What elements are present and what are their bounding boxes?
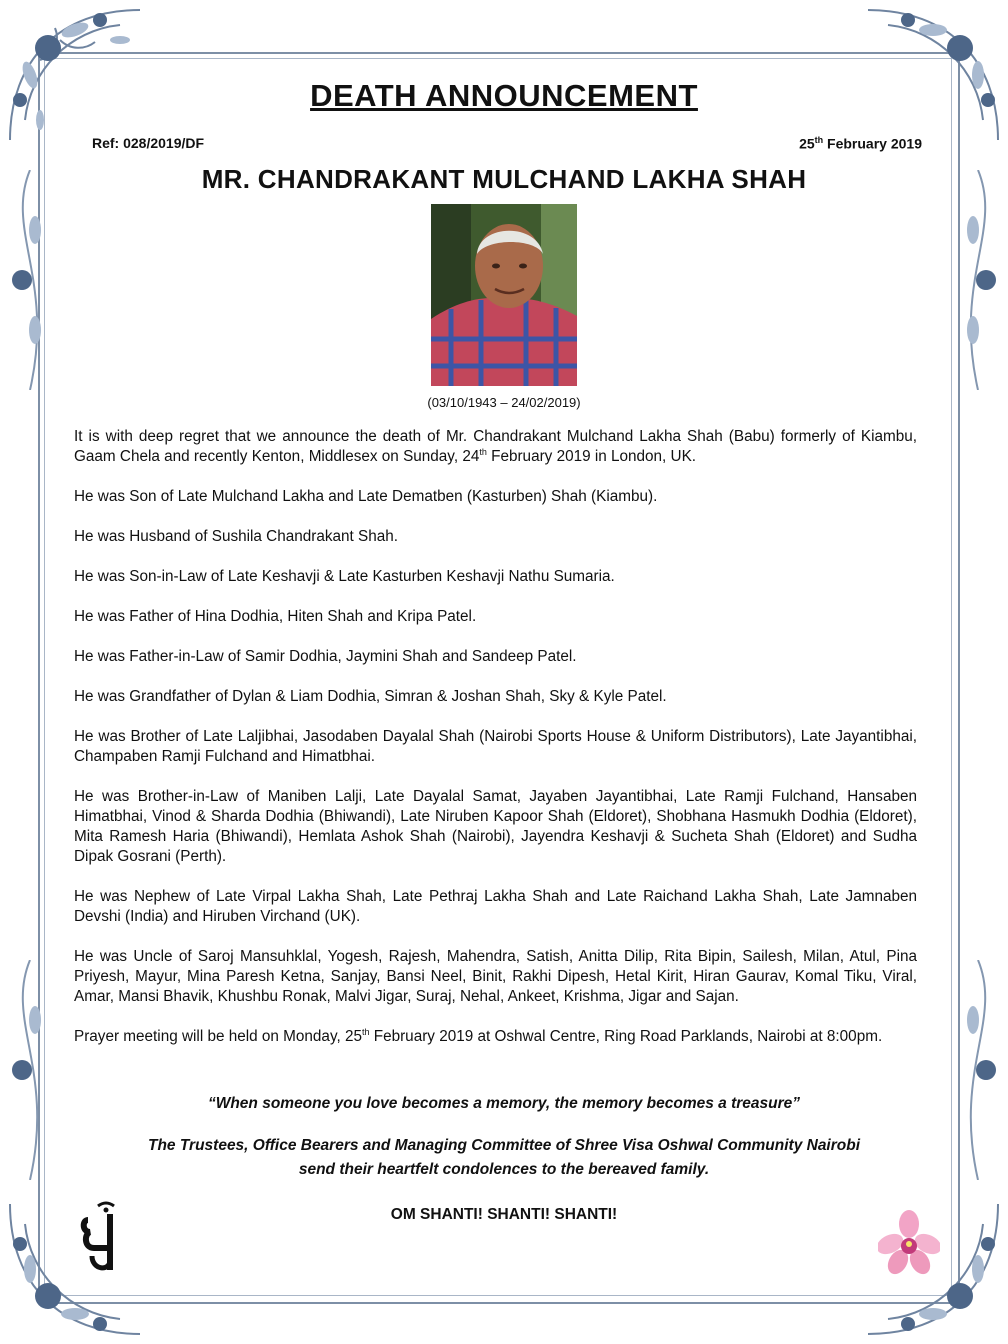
floral-corner-icon bbox=[858, 0, 1008, 150]
relation-paragraph: He was Husband of Sushila Chandrakant Shah. bbox=[74, 528, 398, 545]
reference-number: Ref: 028/2019/DF bbox=[92, 135, 205, 151]
relation-paragraph: He was Brother of Late Laljibhai, Jasodaben Dayalal Shah (Nairobi Sports House & Uniform Distributors), Late Jayantibhai, Champaben Ramji Fulchand and Himatbhai. bbox=[74, 728, 917, 765]
relation-paragraph: He was Father-in-Law of Samir Dodhia, Jaymini Shah and Sandeep Patel. bbox=[74, 648, 577, 665]
relation-paragraph: He was Grandfather of Dylan & Liam Dodhia, Simran & Joshan Shah, Sky & Kyle Patel. bbox=[74, 688, 667, 705]
deceased-name: MR. CHANDRAKANT MULCHAND LAKHA SHAH bbox=[201, 164, 807, 194]
floral-corner-icon bbox=[0, 0, 150, 150]
floral-side-icon bbox=[948, 170, 1008, 390]
memorial-quote: “When someone you love becomes a memory, the memory becomes a treasure” bbox=[207, 1095, 801, 1112]
relation-paragraph: He was Nephew of Late Virpal Lakha Shah, Late Pethraj Lakha Shah and Late Raichand Lakha Shah, Late Jamnaben Devshi (India) and Hiruben Virchand (UK). bbox=[74, 888, 917, 925]
condolence-message bbox=[0, 1134, 1008, 1182]
relation-paragraph: He was Uncle of Saroj Mansuhklal, Yogesh, Rajesh, Mahendra, Satish, Anitta Dilip, Rita Bipin, Sailesh, Milan, Atul, Pina Priyesh, Mayur, Mina Paresh Ketna, Sanjay, Bansi Neel, Binit, Rakhi Dipesh, Hetal Kirit, Hiran Gaurav, Komal Tiku, Viral, Amar, Mansi Bhavik, Khushbu Ronak, Malvi Jigar, Suraj, Nehal, Ankeet, Krishma, Jigar and Sajan. bbox=[74, 948, 917, 1005]
relation-paragraph: He was Son of Late Mulchand Lakha and Late Dematben (Kasturben) Shah (Kiambu). bbox=[74, 488, 658, 505]
announcement-body bbox=[74, 427, 917, 1067]
jain-hrim-icon bbox=[80, 1200, 124, 1275]
relation-paragraph: He was Brother-in-Law of Maniben Lalji, Late Dayalal Samat, Jayaben Jayantibhai, Late Ramji Fulchand, Hansaben Himatbhai, Vinod & Sharda Dodhia (Bhiwandi), Late Niruben Kapoor Shah (Eldoret), Shobhana Hasmukh Dodhia (Eldoret), Mita Ramesh Haria (Bhiwandi), Hemlata Ashok Shah (Nairobi), Jayendra Keshavji & Sucheta Shah (Eldoret) and Sudha Dipak Gosrani (Perth). bbox=[74, 788, 917, 865]
announcement-date: 25th February 2019 bbox=[799, 135, 922, 152]
condolence-line: The Trustees, Office Bearers and Managing Committee of Shree Visa Oshwal Community Nairobi bbox=[147, 1137, 861, 1154]
closing-prayer: OM SHANTI! SHANTI! SHANTI! bbox=[390, 1206, 618, 1223]
prayer-meeting-paragraph: Prayer meeting will be held on Monday, 25th February 2019 at Oshwal Centre, Ring Road Parklands, Nairobi at 8:00pm. bbox=[74, 1026, 883, 1045]
intro-paragraph: It is with deep regret that we announce the death of Mr. Chandrakant Mulchand Lakha Shah (Babu) formerly of Kiambu, Gaam Chela and recently Kenton, Middlesex on Sunday, 24th February 2019 in London, UK. bbox=[74, 428, 917, 465]
deceased-portrait bbox=[431, 204, 577, 386]
relation-paragraph: He was Father of Hina Dodhia, Hiten Shah and Kripa Patel. bbox=[74, 608, 477, 625]
page-title: DEATH ANNOUNCEMENT bbox=[310, 78, 698, 113]
relation-paragraph: He was Son-in-Law of Late Keshavji & Late Kasturben Keshavji Nathu Sumaria. bbox=[74, 568, 615, 585]
floral-side-icon bbox=[0, 170, 60, 390]
life-dates: (03/10/1943 – 24/02/2019) bbox=[427, 395, 581, 410]
orchid-icon bbox=[878, 1210, 940, 1278]
condolence-line: send their heartfelt condolences to the bereaved family. bbox=[298, 1161, 710, 1178]
